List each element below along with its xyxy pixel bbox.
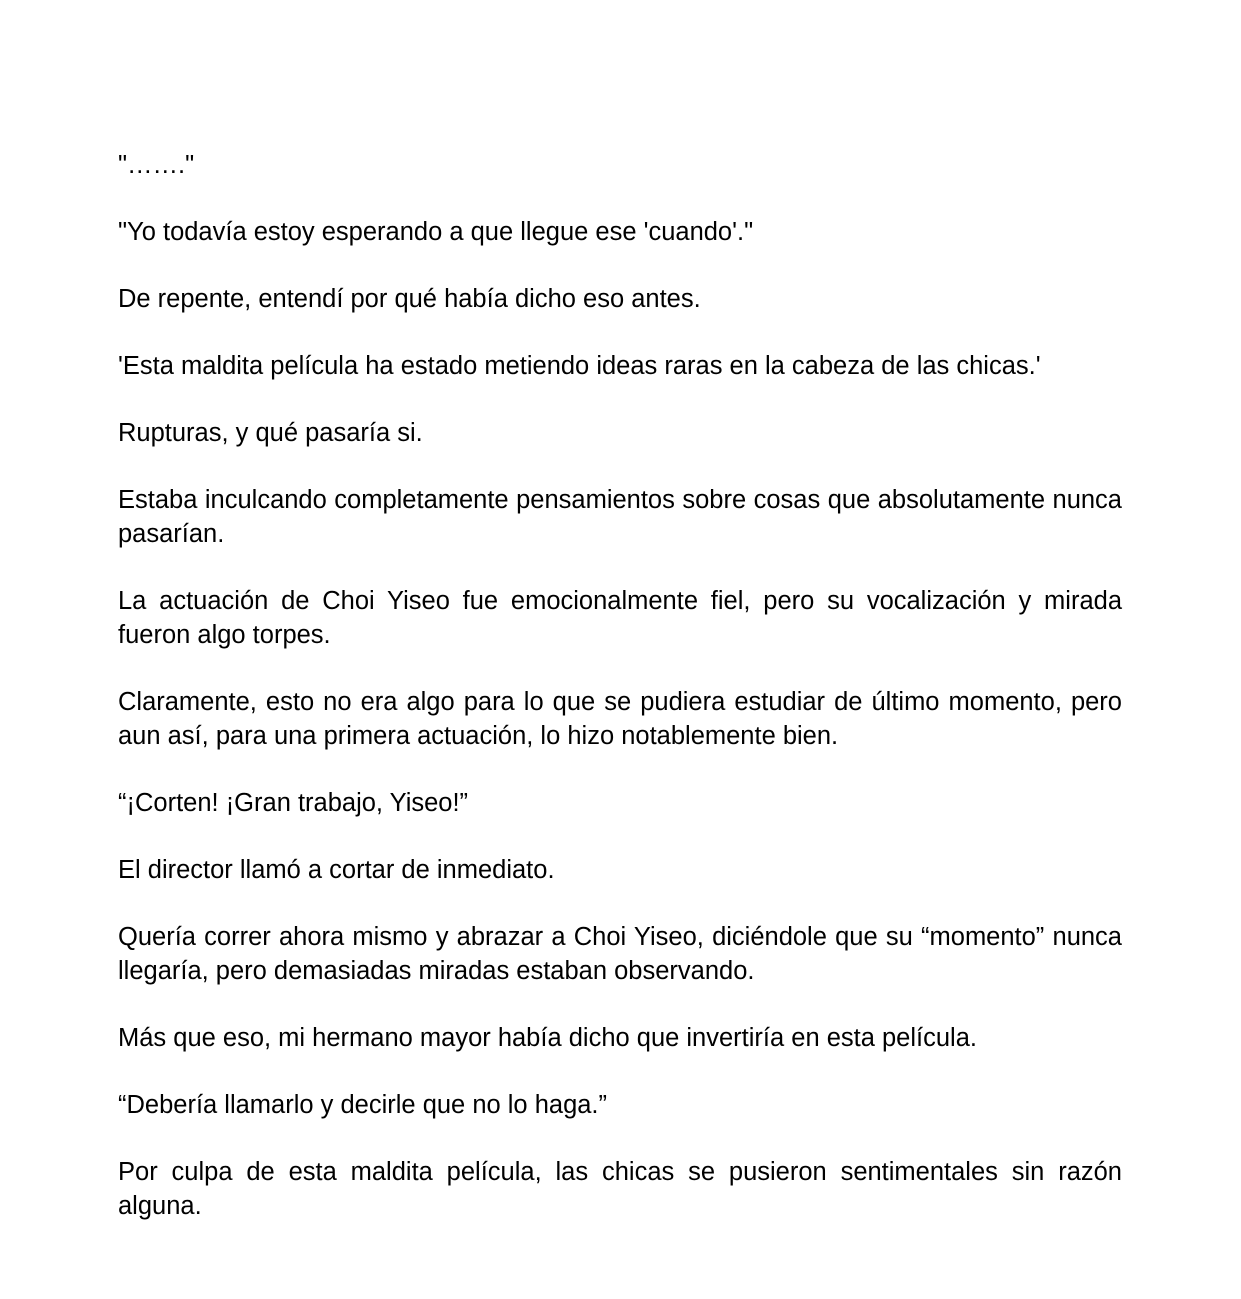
paragraph: Quería correr ahora mismo y abrazar a Choi Yiseo, diciéndole que su “momento” nunca llegaría, pero demasiadas miradas estaban observando.	[118, 923, 1122, 985]
paragraph: El director llamó a cortar de inmediato.	[118, 856, 555, 884]
paragraph: La actuación de Choi Yiseo fue emocionalmente fiel, pero su vocalización y mirada fueron algo torpes.	[118, 587, 1122, 649]
paragraph: Estaba inculcando completamente pensamientos sobre cosas que absolutamente nunca pasarían.	[118, 486, 1122, 548]
paragraph: “¡Corten! ¡Gran trabajo, Yiseo!”	[118, 789, 469, 817]
paragraph: Por culpa de esta maldita película, las chicas se pusieron sentimentales sin razón alguna.	[118, 1158, 1122, 1220]
paragraph: De repente, entendí por qué había dicho eso antes.	[118, 285, 701, 313]
paragraph: “Debería llamarlo y decirle que no lo haga.”	[118, 1091, 608, 1119]
paragraph: "Yo todavía estoy esperando a que llegue ese 'cuando'."	[118, 218, 754, 246]
paragraph: Claramente, esto no era algo para lo que se pudiera estudiar de último momento, pero aun así, para una primera actuación, lo hizo notablemente bien.	[118, 688, 1122, 750]
paragraph: Rupturas, y qué pasaría si.	[118, 419, 423, 447]
paragraph: Más que eso, mi hermano mayor había dicho que invertiría en esta película.	[118, 1024, 977, 1052]
paragraph: 'Esta maldita película ha estado metiendo ideas raras en la cabeza de las chicas.'	[118, 352, 1041, 380]
paragraph: "……."	[118, 151, 195, 179]
document-body	[118, 148, 1122, 1256]
